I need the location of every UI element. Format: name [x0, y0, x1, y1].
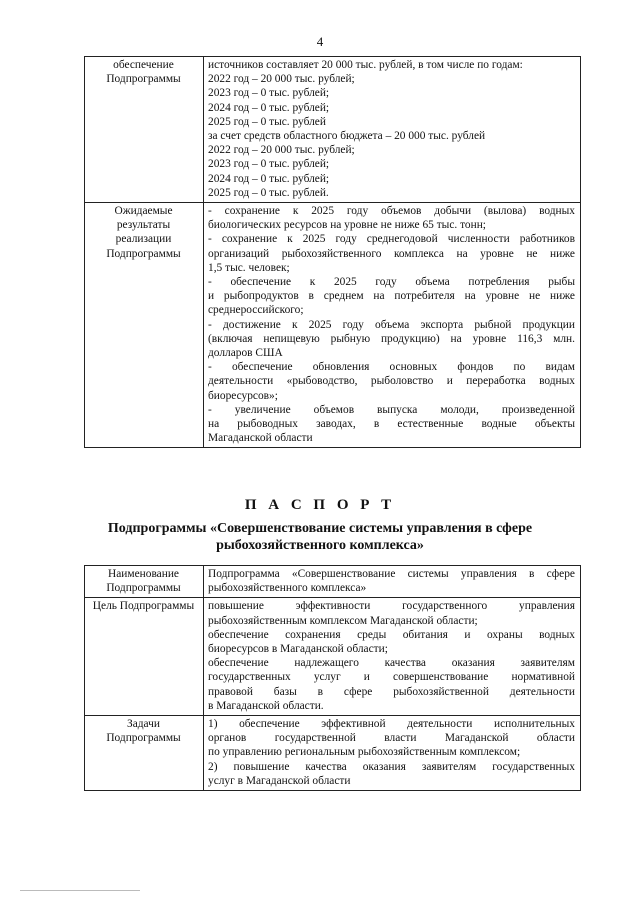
row-label-line: Подпрограммы	[106, 247, 181, 260]
row-label-line: Наименование	[108, 568, 179, 580]
row-value-line: - достижение к 2025 году объема экспорта рыбной продукции	[208, 318, 575, 331]
row-value-line: 2023 год – 0 тыс. рублей;	[208, 87, 330, 100]
row-value-line: 1) обеспечение эффективной деятельности исполнительных	[208, 718, 575, 731]
row-value-cell	[204, 57, 581, 203]
row-value-cell	[204, 598, 581, 716]
row-label-cell	[85, 716, 204, 791]
row-value-line: 1,5 тыс. человек;	[208, 261, 290, 274]
row-value-line: услуг в Магаданской области	[208, 774, 351, 787]
row-value-line: 2024 год – 0 тыс. рублей;	[208, 101, 330, 114]
row-value-line: - увеличение объемов выпуска молоди, произведенной	[208, 403, 575, 416]
row-value-line: 2025 год – 0 тыс. рублей	[208, 115, 326, 128]
row-label-cell	[85, 566, 204, 598]
table-row	[85, 57, 581, 203]
row-value-line: организаций рыбохозяйственного комплекса на уровне не ниже	[208, 247, 575, 260]
row-value-line: Магаданской области	[208, 432, 313, 445]
row-value-line: Подпрограмма «Совершенствование системы управления в сфере	[208, 568, 575, 580]
row-value-line: 2025 год – 0 тыс. рублей.	[208, 186, 329, 199]
row-value-line: 2023 год – 0 тыс. рублей;	[208, 158, 330, 171]
passport-heading	[60, 497, 580, 554]
row-label-cell	[85, 203, 204, 448]
row-value-line: биоресурсов»;	[208, 389, 278, 402]
row-label-line: Подпрограммы	[106, 732, 181, 745]
row-value-line: повышение эффективности государственного управления	[208, 600, 575, 613]
row-label-line: Ожидаемые	[114, 205, 173, 218]
table-row	[85, 203, 581, 448]
row-value-line: и рыбопродуктов в среднем на потребителя на уровне не ниже	[208, 290, 575, 303]
row-value-line: на рыбоводных заводах, в естественные водные объекты	[208, 418, 575, 431]
row-value-line: правовой базы в сфере рыбохозяйственной деятельности	[208, 685, 575, 698]
row-value-line: рыбохозяйственного комплекса»	[208, 582, 367, 595]
row-label-line: Цель Подпрограммы	[92, 600, 195, 613]
row-value-line: - сохранение к 2025 году среднегодовой численности работников	[208, 233, 575, 246]
row-value-line: обеспечение сохранения среды обитания и охраны водных	[208, 628, 575, 641]
subprogram-table-bottom	[84, 565, 581, 791]
row-value-line: рыбохозяйственным комплексом Магаданской области;	[208, 614, 478, 627]
row-label-cell	[85, 57, 204, 203]
table-row	[85, 716, 581, 791]
row-label-line: реализации	[115, 233, 172, 246]
table-row	[85, 566, 581, 598]
row-label-line: Подпрограммы	[106, 73, 181, 86]
row-value-line: органов государственной власти Магаданской области	[208, 732, 575, 745]
row-label-line: Подпрограммы	[106, 582, 181, 595]
row-value-line: (включая непищевую рыбную продукцию) на уровне 116,3 млн.	[208, 332, 575, 345]
scan-artifact-line	[20, 890, 140, 891]
row-value-line: биологических ресурсов на уровне не ниже 65 тыс. тонн;	[208, 219, 486, 232]
row-value-line: 2022 год – 20 000 тыс. рублей;	[208, 73, 355, 86]
row-value-line: по управлению региональным рыбохозяйственным комплексом;	[208, 746, 521, 759]
row-label-line: обеспечение	[113, 59, 174, 71]
row-value-cell	[204, 716, 581, 791]
passport-title: П А С П О Р Т	[244, 497, 396, 513]
row-value-line: государственных услуг и совершенствование нормативной	[208, 671, 575, 684]
row-value-line: за счет средств областного бюджета – 20 000 тыс. рублей	[208, 130, 486, 143]
row-value-line: обеспечение надлежащего качества оказания заявителям	[208, 657, 575, 670]
passport-subtitle	[60, 520, 580, 554]
row-label-line: результаты	[116, 219, 171, 232]
row-value-line: - обеспечение обновления основных фондов по видам	[208, 361, 575, 374]
row-value-line: - обеспечение к 2025 году объема потребления рыбы	[208, 276, 575, 289]
row-value-line: в Магаданской области.	[208, 699, 324, 712]
subprogram-table-top	[84, 56, 581, 448]
row-label-cell	[85, 598, 204, 716]
row-value-line: 2) повышение качества оказания заявителям государственных	[208, 760, 575, 773]
passport-subtitle-line: Подпрограммы «Совершенствование системы управления в сфере	[107, 521, 533, 536]
passport-subtitle-line: рыбохозяйственного комплекса»	[216, 538, 424, 553]
row-value-line: деятельности «рыбоводство, рыболовство и переработка водных	[208, 375, 575, 388]
row-value-line: 2024 год – 0 тыс. рублей;	[208, 172, 330, 185]
row-value-line: 2022 год – 20 000 тыс. рублей;	[208, 144, 355, 157]
row-value-line: биоресурсов в Магаданской области;	[208, 643, 388, 656]
row-value-line: источников составляет 20 000 тыс. рублей, в том числе по годам:	[208, 59, 523, 71]
row-label-line: Задачи	[127, 718, 160, 731]
table-row	[85, 598, 581, 716]
row-value-line: долларов США	[208, 347, 283, 360]
row-value-line: среднероссийского;	[208, 304, 304, 317]
row-value-cell	[204, 566, 581, 598]
page-number: 4	[316, 34, 324, 49]
row-value-line: - сохранение к 2025 году объемов добычи (вылова) водных	[208, 205, 575, 218]
row-value-cell	[204, 203, 581, 448]
